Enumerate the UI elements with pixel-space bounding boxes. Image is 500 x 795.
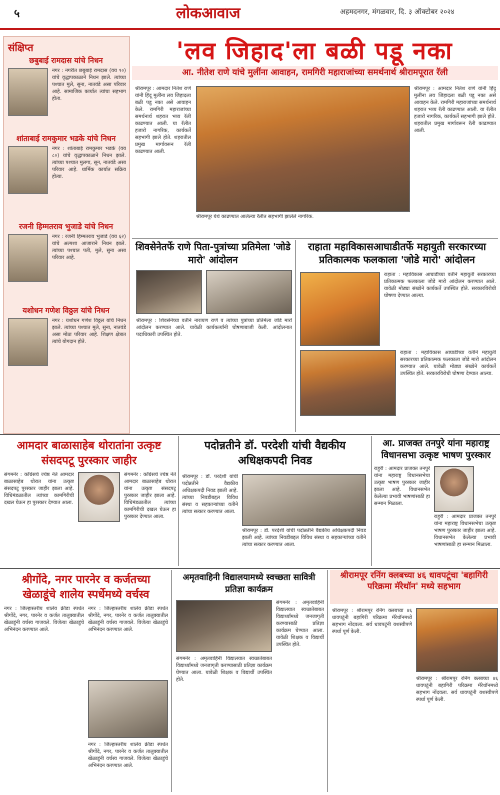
shrigonde-headline: श्रीगोंदे, नगर पारनेर व कर्जतच्या खेळाडूंचे शालेय स्पर्धेमध्ये वर्चस्व xyxy=(21,573,151,601)
tanpure-body-cont: राहुरी : आमदार प्राजक्त तनपुरे यांना महाराष्ट्र विधानसभेचा उत्कृष्ट भाषण पुरस्कार जाहीर झाला आहे. विधानसभेत केलेल्या प्रभावी भाषणांसाठी हा सन्मान मिळाला. xyxy=(434,514,496,548)
banner-headline: 'लव जिहाद'ला बळी पडू नका xyxy=(176,37,453,65)
banner-subhead: आ. नीतेश राणे यांचे मुलींना आवाहन, रामगिरी महाराजांच्या समर्थनार्थ श्रीरामपूरात रॅली xyxy=(182,68,448,78)
thorat-headline: आमदार बाळासाहेब थोरातांना उत्कृष्ट संसदपटू पुरस्कार जाहीर xyxy=(16,439,162,467)
pardeshi-body: श्रीरामपूर : डॉ. परदेशी यांची पदोन्नतीने वैद्यकीय अधिक्षकपदी निवड झाली आहे. त्यांच्या निवडीबद्दल विविध संस्था व सहकाऱ्यांच्या वतीने त्यांचा सत्कार करण्यात आला. xyxy=(182,474,238,515)
sidebar-item-title: छबुबाई रामदास यांचे निधन xyxy=(29,56,103,65)
page-number: ५ xyxy=(14,7,20,20)
shrigonde-body-cont: नगर : जिल्हास्तरीय शालेय क्रीडा स्पर्धेत श्रीगोंदे, नगर, पारनेर व कर्जत तालुक्यातील खेळाडूंनी वर्चस्व गाजवले. विजेत्या खेळाडूंचे अभिनंदन करण्यात आले. xyxy=(88,606,168,633)
pardeshi-body-cont: श्रीरामपूर : डॉ. परदेशी यांची पदोन्नतीने वैद्यकीय अधिक्षकपदी निवड झाली आहे. त्यांच्या निवडीबद्दल विविध संस्था व सहकाऱ्यांच्या वतीने त्यांचा सत्कार करण्यात आला. xyxy=(242,528,366,548)
obituary-photo xyxy=(8,146,48,194)
sidebar-item-text: नगर : शांताबाई रामकुमार भडके (वय ८०) यांचे वृद्धापकाळाने निधन झाले. त्यांच्या पश्चात मुलगा, सून, नातवंडे असा परिवार आहे. धार्मिक कार्यात सक्रिय होत्या. xyxy=(52,146,126,180)
mahayuti-photo-1 xyxy=(300,272,380,346)
header-rule xyxy=(0,28,500,30)
mahayuti-headline: राहाता महाविकासआघाडीतर्फे महायुती सरकारच्या प्रतिकात्मक फलकाला 'जोडे मारो' आंदोलन xyxy=(308,242,486,266)
shrigonde-team-photo xyxy=(88,680,168,738)
pardeshi-headline: पदोन्नतीने डॉ. परदेशी यांची वैद्यकीय अधिक्षकपदी निवड xyxy=(204,439,346,467)
obituary-photo xyxy=(8,68,48,116)
page-header xyxy=(0,0,500,30)
shiv-sena-headline: शिवसेनेतर्फे राणे पिता-पुत्रांच्या प्रतिमेला 'जोडे मारो' आंदोलन xyxy=(135,242,291,266)
running-club-photo xyxy=(416,608,498,672)
running-club-body: श्रीरामपूर : श्रीरामपूर रनिंग क्लबच्या ४६ धावपटूंनी बहागिरी परिक्रमा मॅरेथॉनमध्ये सहभाग नोंदवला. सर्व धावपटूंनी यशस्वीपणे स्पर्धा पूर्ण केली. xyxy=(332,608,412,635)
shiv-sena-body: श्रीरामपूर : शिवसेनेच्या वतीने नारायण राणे व त्यांच्या पुत्रांच्या प्रतिमेला जोडे मारो आंदोलन करण्यात आले. यावेळी कार्यकर्त्यांनी घोषणाबाजी केली. आंदोलनात पदाधिकारी उपस्थित होते. xyxy=(136,318,292,338)
running-club-headline: श्रीरामपूर रनिंग क्लबच्या ४६ धावपटूंचा 'बहागिरी परिक्रमा मॅरेथॉन' मध्ये सहभाग xyxy=(340,571,488,592)
tanpure-body: राहुरी : आमदार प्राजक्त तनपुरे यांना महाराष्ट्र विधानसभेचा उत्कृष्ट भाषण पुरस्कार जाहीर झाला आहे. विधानसभेत केलेल्या प्रभावी भाषणांसाठी हा सन्मान मिळाला. xyxy=(374,466,430,507)
vidyalaya-body: संगमनेर : अमृतवाहिनी विद्यालयात स्वच्छतेबाबत विद्यार्थ्यांमध्ये जनजागृती करण्यासाठी प्रतिज्ञा कार्यक्रम घेण्यात आला. यावेळी शिक्षक व विद्यार्थी उपस्थित होते. xyxy=(176,656,272,683)
shiv-sena-photo-1 xyxy=(136,270,202,314)
obituary-photo xyxy=(8,234,48,282)
thorat-photo xyxy=(78,472,120,522)
obituary-photo xyxy=(8,318,48,366)
thorat-body: संगमनेर : काँग्रेसचे ज्येष्ठ नेते आमदार बाळासाहेब थोरात यांना उत्कृष्ट संसदपटू पुरस्कार जाहीर झाला आहे. विधिमंडळातील त्यांच्या कामगिरीची दखल घेऊन हा पुरस्कार देण्यात आला. xyxy=(4,472,74,506)
mahayuti-body: राहाता : महाविकास आघाडीच्या वतीने महायुती सरकारच्या प्रतिकात्मक फलकाला जोडे मारो आंदोलन करण्यात आले. यावेळी मोठ्या संख्येने कार्यकर्ते उपस्थित होते. सरकारविरोधी घोषणा देण्यात आल्या. xyxy=(384,272,496,299)
sidebar-item-title: यशोधन गणेश विठ्ठल यांचे निधन xyxy=(22,306,110,315)
sidebar-tag: संक्षिप्त xyxy=(8,43,34,54)
rally-story-body-cont: श्रीरामपूर : आमदार नितेश राणे यांनी हिंदू मुलींना लव जिहादला बळी पडू नका असे आवाहन केले. रामगिरी महाराजांच्या समर्थनार्थ शहरात भव्य रॅली काढण्यात आली. या रॅलीत हजारो नागरिक, कार्यकर्ते सहभागी झाले होते. शहरातील प्रमुख मार्गावरून रॅली काढण्यात आली. xyxy=(414,86,496,134)
mahayuti-photo-2 xyxy=(300,350,396,416)
rally-story-body: श्रीरामपूर : आमदार नितेश राणे यांनी हिंदू मुलींना लव जिहादला बळी पडू नका असे आवाहन केले. रामगिरी महाराजांच्या समर्थनार्थ शहरात भव्य रॅली काढण्यात आली. या रॅलीत हजारो नागरिक, कार्यकर्ते सहभागी झाले होते. शहरातील प्रमुख मार्गावरून रॅली काढण्यात आली. xyxy=(135,86,191,155)
tanpure-photo xyxy=(434,466,474,512)
dateline: अहमदनगर, मंगळवार, दि. ३ ऑक्टोबर २०२४ xyxy=(340,8,455,16)
vidyalaya-body-cont: संगमनेर : अमृतवाहिनी विद्यालयात स्वच्छतेबाबत विद्यार्थ्यांमध्ये जनजागृती करण्यासाठी प्रतिज्ञा कार्यक्रम घेण्यात आला. यावेळी शिक्षक व विद्यार्थी उपस्थित होते. xyxy=(276,600,324,648)
shrigonde-body: नगर : जिल्हास्तरीय शालेय क्रीडा स्पर्धेत श्रीगोंदे, नगर, पारनेर व कर्जत तालुक्यातील खेळाडूंनी वर्चस्व गाजवले. विजेत्या खेळाडूंचे अभिनंदन करण्यात आले. xyxy=(4,606,84,633)
shrigonde-body-end: नगर : जिल्हास्तरीय शालेय क्रीडा स्पर्धेत श्रीगोंदे, नगर, पारनेर व कर्जत तालुक्यातील खेळाडूंनी वर्चस्व गाजवले. विजेत्या खेळाडूंचे अभिनंदन करण्यात आले. xyxy=(88,742,168,769)
shiv-sena-photo-2 xyxy=(206,270,292,314)
mahayuti-body-cont: राहाता : महाविकास आघाडीच्या वतीने महायुती सरकारच्या प्रतिकात्मक फलकाला जोडे मारो आंदोलन करण्यात आले. यावेळी मोठ्या संख्येने कार्यकर्ते उपस्थित होते. सरकारविरोधी घोषणा देण्यात आल्या. xyxy=(400,350,496,377)
rally-photo-caption: श्रीरामपूर येथे काढण्यात आलेल्या रॅलीत सहभागी झालेले नागरिक. xyxy=(196,214,314,220)
sidebar-item-title: शांताबाई रामकुमार भडके यांचे निधन xyxy=(16,134,116,143)
vidyalaya-headline: अमृतवाहिनी विद्यालयामध्ये स्वच्छता सावित्री प्रतिज्ञा कार्यक्रम xyxy=(182,573,316,595)
sidebar-item-text: नगर : नगरीत छबुबाई रामदास (वय ९०) यांचे वृद्धापकाळाने निधन झाले. त्यांच्या पश्चात मुले, सुना, नातवंडे असा परिवार आहे. सामाजिक कार्यात त्यांचा सहभाग होता. xyxy=(52,68,126,102)
sidebar-item-text: नगर : रजनी हिम्मतराव भुजाडे (वय ६२) यांचे अल्पशा आजाराने निधन झाले. त्यांच्या पश्चात पती, मुले, सुना असा परिवार आहे. xyxy=(52,234,126,261)
rally-crowd-photo xyxy=(196,86,410,212)
running-club-body-cont: श्रीरामपूर : श्रीरामपूर रनिंग क्लबच्या ४६ धावपटूंनी बहागिरी परिक्रमा मॅरेथॉनमध्ये सहभाग नोंदवला. सर्व धावपटूंनी यशस्वीपणे स्पर्धा पूर्ण केली. xyxy=(416,676,498,703)
pardeshi-felicitation-photo xyxy=(242,474,366,526)
sidebar-item-title: रजनी हिम्मतराव भुजाडे यांचे निधन xyxy=(18,222,114,231)
masthead-logo: लोकआवाज xyxy=(176,4,241,22)
thorat-body-cont: संगमनेर : काँग्रेसचे ज्येष्ठ नेते आमदार बाळासाहेब थोरात यांना उत्कृष्ट संसदपटू पुरस्कार जाहीर झाला आहे. विधिमंडळातील त्यांच्या कामगिरीची दखल घेऊन हा पुरस्कार देण्यात आला. xyxy=(124,472,176,520)
vidyalaya-photo xyxy=(176,600,272,652)
tanpure-headline: आ. प्राजक्त तनपुरे यांना महाराष्ट्र विधानसभा उत्कृष्ट भाषण पुरस्कार xyxy=(381,439,491,461)
sidebar-item-text: नगर : यशोधन गणेश विठ्ठल यांचे निधन झाले. त्यांच्या पश्चात मुले, सुना, नातवंडे असा मोठा परिवार आहे. शिक्षण क्षेत्रात त्यांचे योगदान होते. xyxy=(52,318,126,345)
